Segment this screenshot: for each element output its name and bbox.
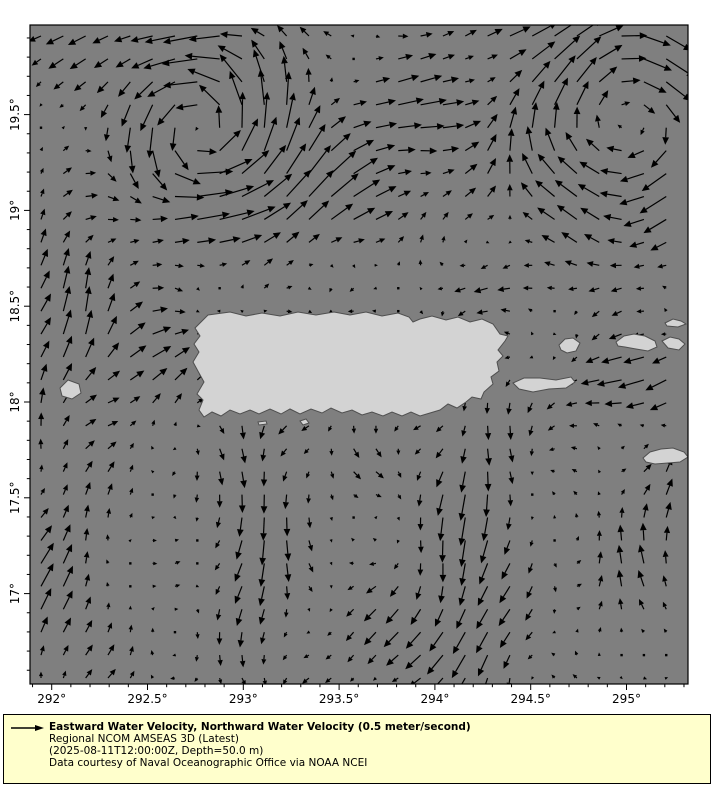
legend-title: Eastward Water Velocity, Northward Water Velocity (0.5 meter/second) (49, 721, 471, 733)
legend-courtesy: Data courtesy of Naval Oceanographic Office via NOAA NCEI (49, 757, 368, 769)
x-tick-label: 293.5° (318, 692, 360, 706)
island-puerto_rico (193, 312, 508, 417)
legend-time-depth: (2025-08-11T12:00:00Z, Depth=50.0 m) (49, 745, 264, 757)
y-tick-label: 17.5° (8, 481, 22, 515)
x-tick-label: 292.5° (127, 692, 168, 706)
legend-model: Regional NCOM AMSEAS 3D (Latest) (49, 733, 239, 745)
x-tick-label: 293° (228, 692, 258, 706)
y-tick-label: 19° (8, 199, 22, 222)
y-tick-label: 18° (8, 391, 22, 413)
x-tick-label: 292° (37, 692, 67, 706)
y-tick-label: 19.5° (8, 98, 22, 131)
x-tick-label: 294° (420, 692, 450, 706)
reference-arrow-icon (4, 724, 49, 732)
island-islet_south (258, 421, 267, 425)
x-tick-label: 295° (612, 692, 641, 706)
legend-box (3, 714, 711, 784)
y-tick-label: 18.5° (8, 289, 22, 323)
y-tick-label: 17° (8, 582, 22, 605)
x-tick-label: 294.5° (510, 692, 551, 706)
